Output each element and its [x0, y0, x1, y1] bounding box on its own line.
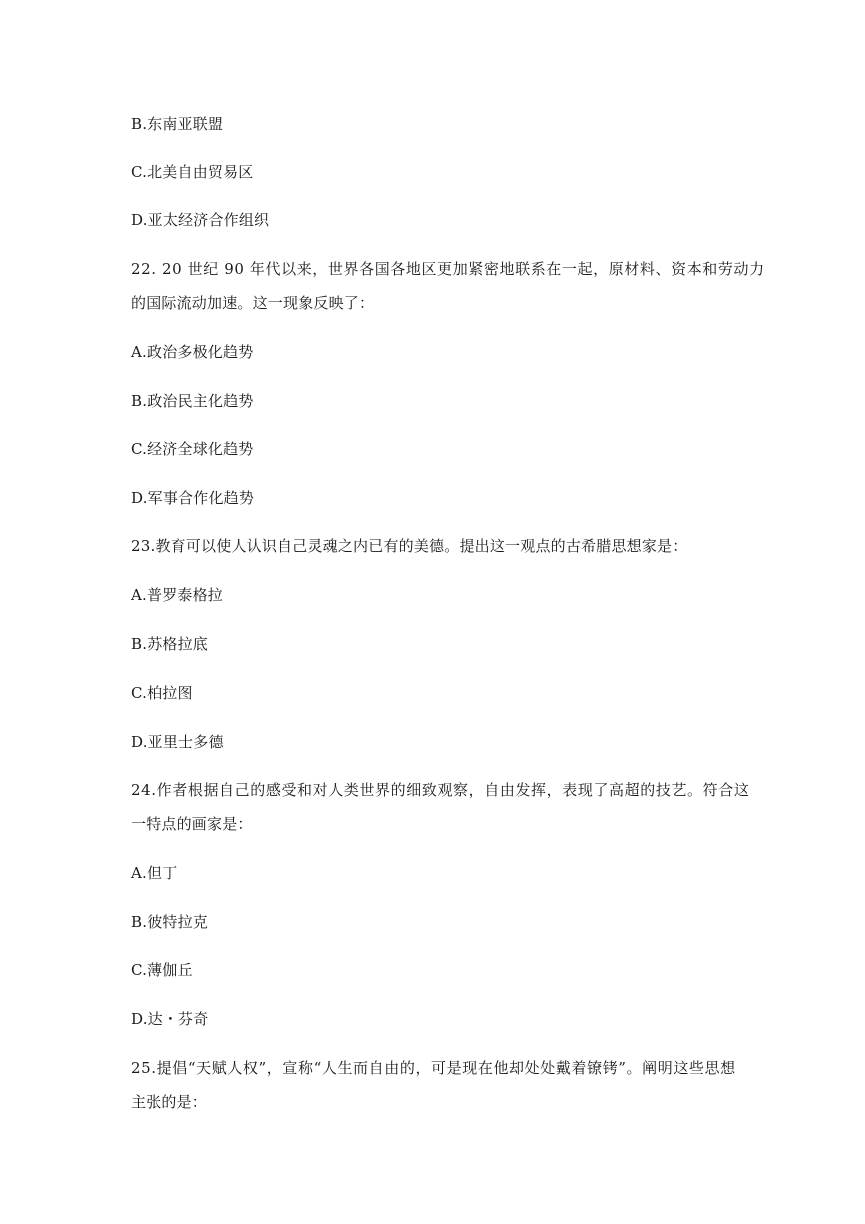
option-23-b: B.苏格拉底 [131, 635, 208, 653]
question-24-line-2: 一特点的画家是： [131, 815, 253, 833]
question-25-line-1: 25.提倡“天赋人权”，宣称“人生而自由的，可是现在他却处处戴着镣铐”。阐明这些思想 [131, 1059, 736, 1077]
option-21-b: B.东南亚联盟 [131, 115, 224, 133]
option-23-a: A.普罗泰格拉 [131, 586, 224, 604]
question-25-line-2: 主张的是： [131, 1093, 208, 1111]
option-23-d: D.亚里士多德 [131, 733, 224, 751]
option-24-b: B.彼特拉克 [131, 913, 208, 931]
option-22-b: B.政治民主化趋势 [131, 392, 254, 410]
option-22-c: C.经济全球化趋势 [131, 440, 254, 458]
option-24-d: D.达・芬奇 [131, 1010, 209, 1028]
option-21-c: C.北美自由贸易区 [131, 163, 254, 181]
option-22-d: D.军事合作化趋势 [131, 489, 255, 507]
option-21-d: D.亚太经济合作组织 [131, 211, 270, 229]
option-24-c: C.薄伽丘 [131, 961, 193, 979]
question-23-line-1: 23.教育可以使人认识自己灵魂之内已有的美德。提出这一观点的古希腊思想家是： [131, 537, 688, 555]
option-22-a: A.政治多极化趋势 [131, 343, 254, 361]
option-23-c: C.柏拉图 [131, 684, 193, 702]
option-24-a: A.但丁 [131, 864, 178, 882]
question-22-line-2: 的国际流动加速。这一现象反映了： [131, 294, 375, 312]
question-22-line-1: 22. 20 世纪 90 年代以来，世界各国各地区更加紧密地联系在一起，原材料、资本和劳动力 [131, 260, 765, 278]
question-24-line-1: 24.作者根据自己的感受和对人类世界的细致观察，自由发挥，表现了高超的技艺。符合这 [131, 781, 750, 799]
